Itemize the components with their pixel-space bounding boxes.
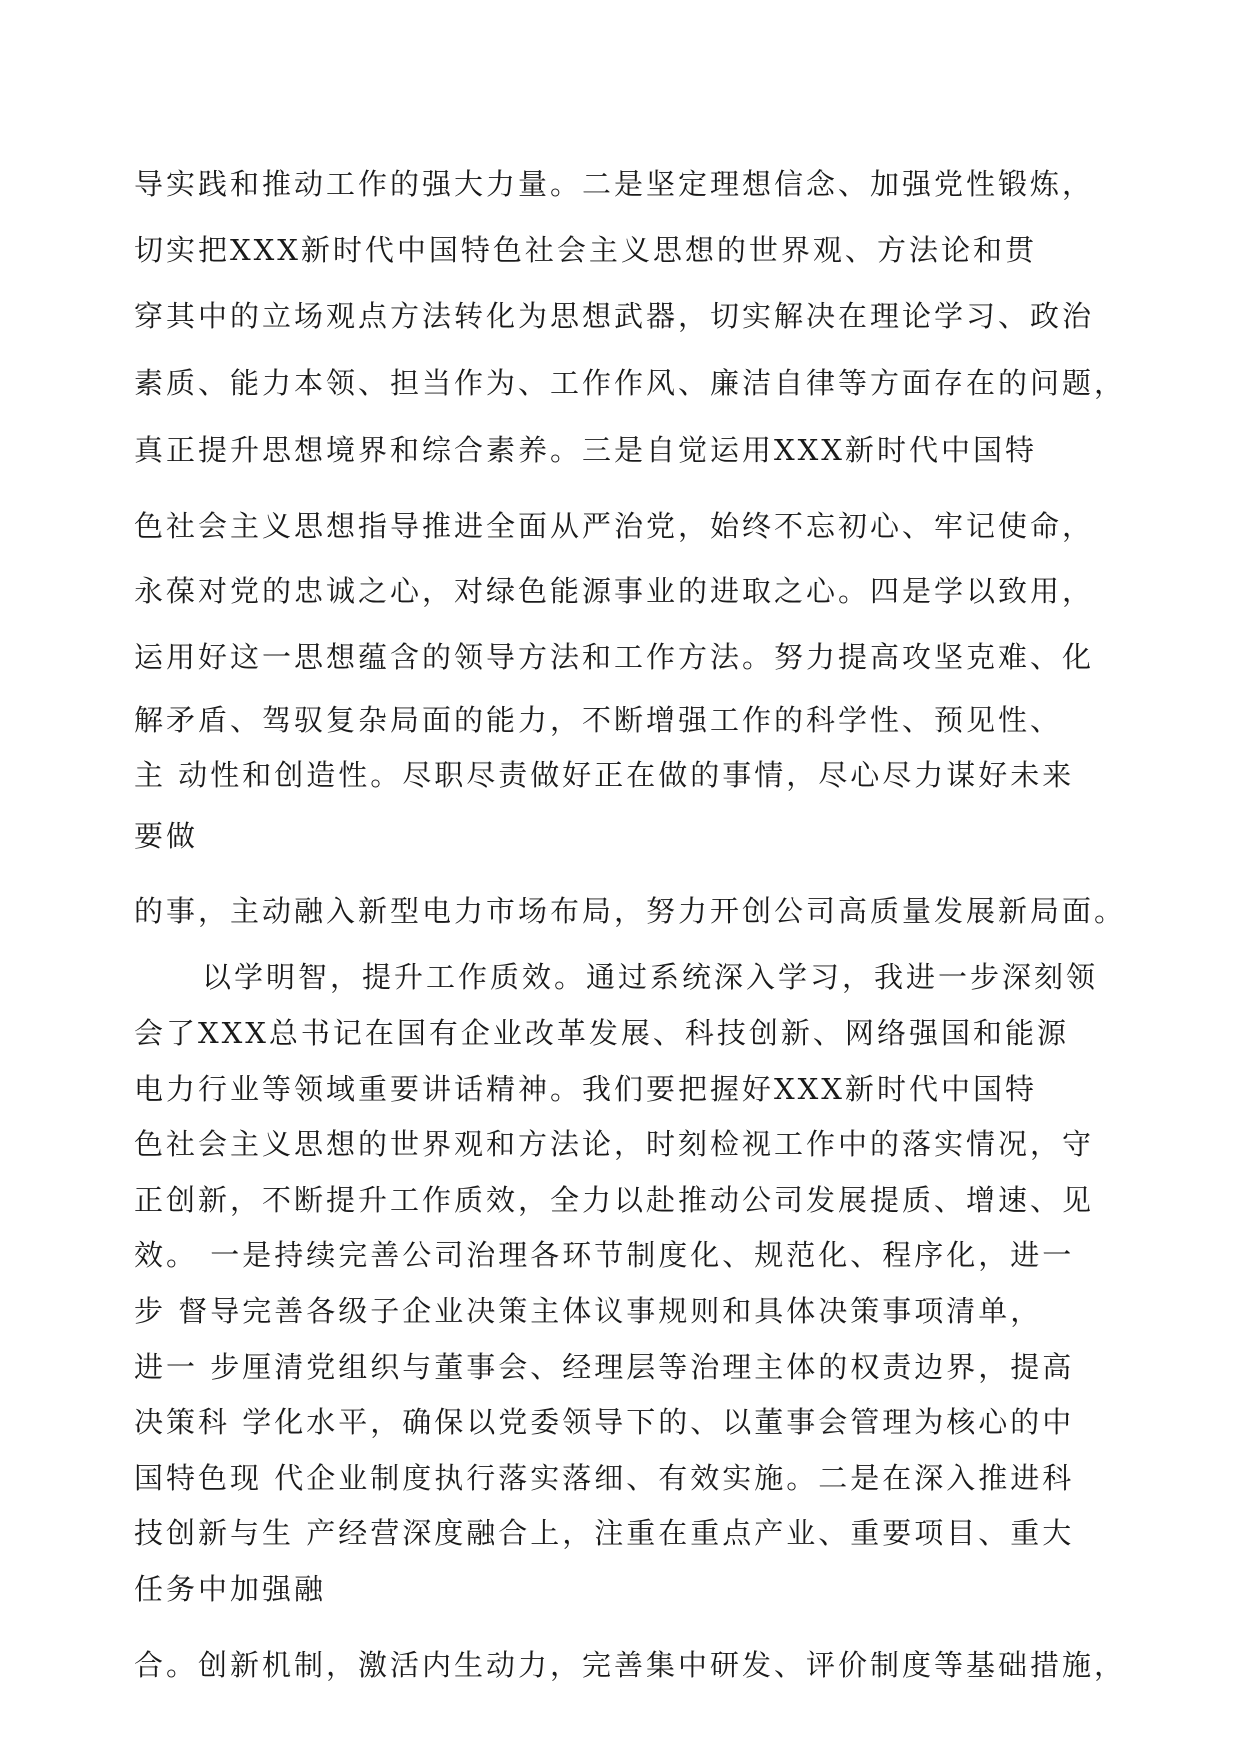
text-line: 效。 一是持续完善公司治理各环节制度化、规范化、程序化，进一 — [134, 1238, 1075, 1272]
text-line: 素质、能力本领、担当作为、工作作风、廉洁自律等方面存在的问题， — [134, 366, 1127, 400]
text-line: 切实把XXX新时代中国特色社会主义思想的世界观、方法论和贯 — [134, 233, 1037, 267]
text-line: 永葆对党的忠诚之心，对绿色能源事业的进取之心。四是学以致用， — [134, 574, 1095, 608]
text-line: 解矛盾、驾驭复杂局面的能力，不断增强工作的科学性、预见性、 — [134, 703, 1063, 737]
text-line: 运用好这一思想蕴含的领导方法和工作方法。努力提高攻坚克难、化 — [134, 640, 1095, 674]
text-line: 会了XXX总书记在国有企业改革发展、科技创新、网络强国和能源 — [134, 1016, 1069, 1050]
text-line: 步 督导完善各级子企业决策主体议事规则和具体决策事项清单， — [134, 1294, 1043, 1328]
text-line: 正创新，不断提升工作质效，全力以赴推动公司发展提质、增速、见 — [134, 1183, 1095, 1217]
text-line: 导实践和推动工作的强大力量。二是坚定理想信念、加强党性锻炼， — [134, 167, 1095, 201]
text-line: 国特色现 代企业制度执行落实落细、有效实施。二是在深入推进科 — [134, 1461, 1075, 1495]
text-line: 决策科 学化水平，确保以党委领导下的、以董事会管理为核心的中 — [134, 1405, 1075, 1439]
text-line: 技创新与生 产经营深度融合上，注重在重点产业、重要项目、重大 — [134, 1516, 1075, 1550]
text-line: 电力行业等领域重要讲话精神。我们要把握好XXX新时代中国特 — [134, 1072, 1037, 1106]
text-line: 的事，主动融入新型电力市场布局，努力开创公司高质量发展新局面。 — [134, 894, 1127, 928]
text-line: 穿其中的立场观点方法转化为思想武器，切实解决在理论学习、政治 — [134, 299, 1095, 333]
text-line: 要做 — [134, 819, 199, 853]
text-line: 合。创新机制，激活内生动力，完善集中研发、评价制度等基础措施， — [134, 1648, 1127, 1682]
text-line: 色社会主义思想的世界观和方法论，时刻检视工作中的落实情况，守 — [134, 1127, 1095, 1161]
text-line: 主 动性和创造性。尽职尽责做好正在做的事情，尽心尽力谋好未来 — [134, 758, 1075, 792]
paragraph-first-line: 以学明智，提升工作质效。通过系统深入学习，我进一步深刻领 — [202, 960, 1099, 994]
text-line: 真正提升思想境界和综合素养。三是自觉运用XXX新时代中国特 — [134, 433, 1037, 467]
text-line: 进一 步厘清党组织与董事会、经理层等治理主体的权责边界，提高 — [134, 1350, 1075, 1384]
text-line: 任务中加强融 — [134, 1572, 327, 1606]
text-line: 色社会主义思想指导推进全面从严治党，始终不忘初心、牢记使命， — [134, 509, 1095, 543]
